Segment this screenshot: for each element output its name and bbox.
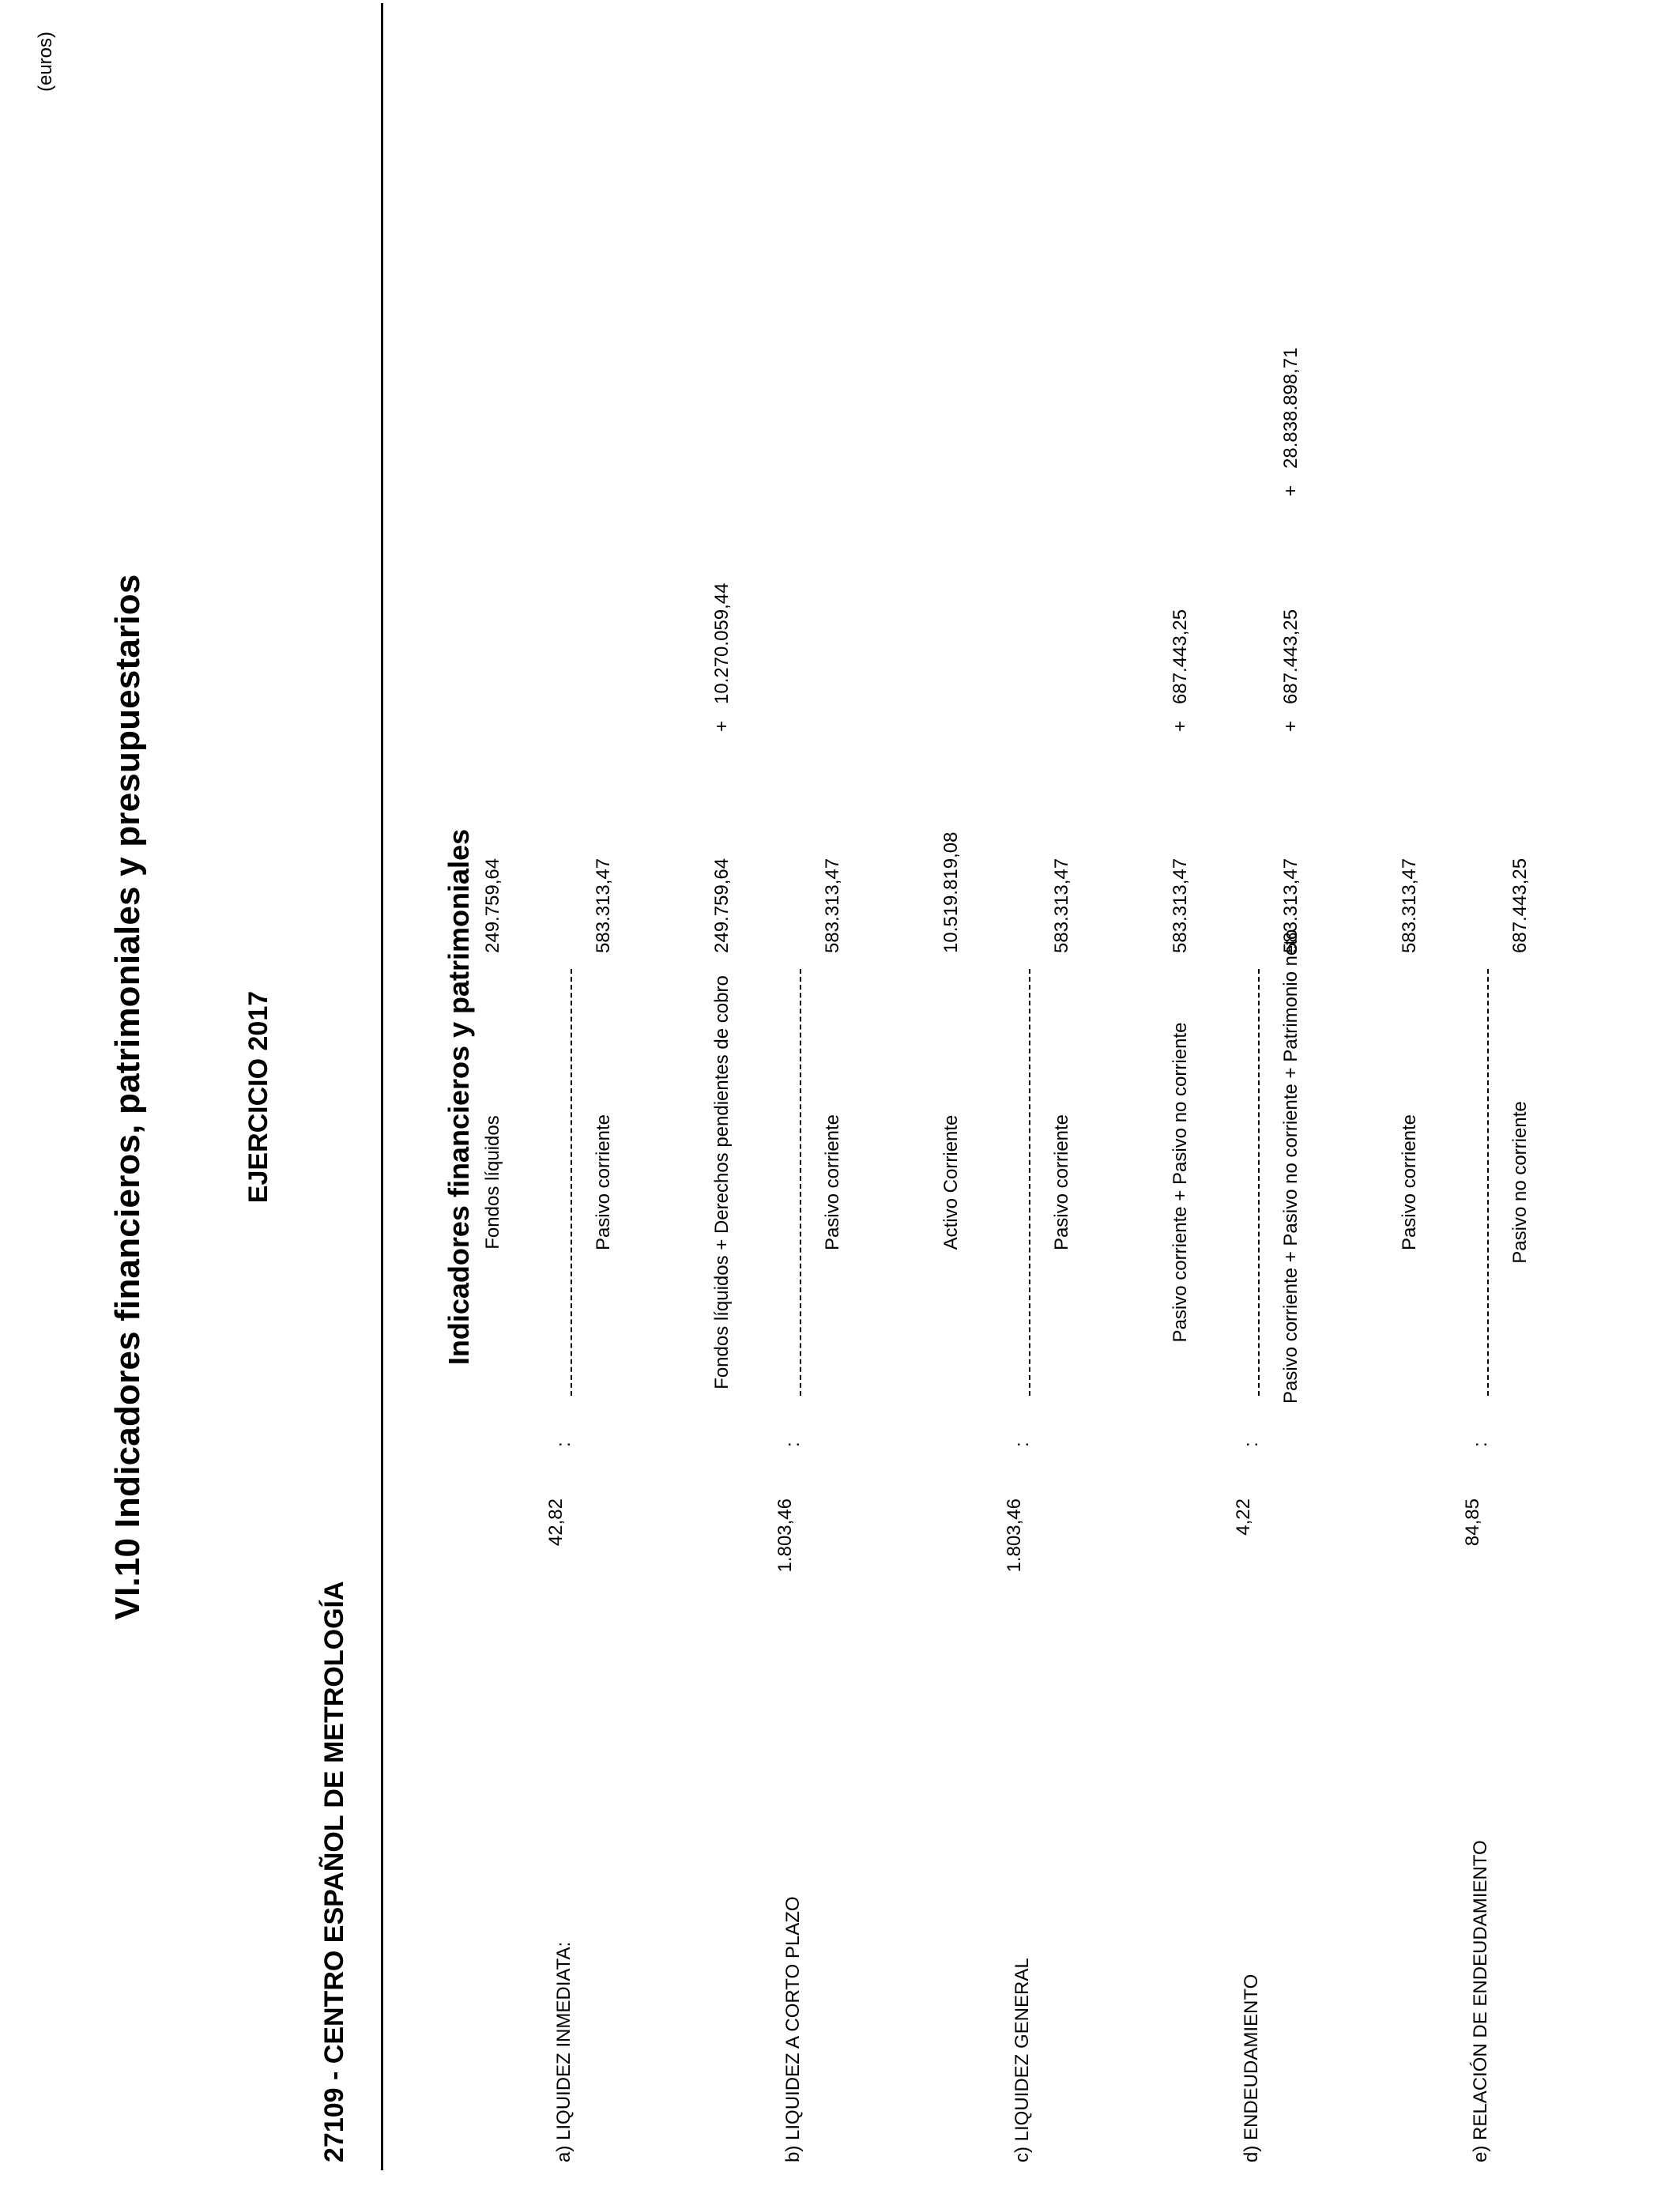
page-title: VI.10 Indicadores financieros, patrimoniales y presupuestarios [108, 574, 147, 1620]
numerator-label: Fondos líquidos [482, 1115, 503, 1250]
indicator-value: 4,22 [1233, 1498, 1254, 1536]
header-rule [381, 3, 383, 2170]
denominator-term: 583.313,47 [822, 858, 843, 953]
indicator-value: 42,82 [545, 1498, 567, 1547]
denominator-term: 687.443,25 [1280, 609, 1301, 704]
numerator-label: Pasivo corriente + Pasivo no corriente [1170, 1022, 1191, 1343]
denominator-term: 583.313,47 [593, 858, 614, 953]
units-label: (euros) [35, 31, 56, 92]
indicator-value: 1.803,46 [774, 1498, 796, 1573]
section-title: Indicadores financieros y patrimoniales [443, 828, 475, 1366]
denominator-term: 583.313,47 [1051, 858, 1072, 953]
denominator-term: 687.443,25 [1509, 858, 1531, 953]
denominator-term: 583.313,47 [1280, 858, 1301, 953]
denominator-label: Pasivo corriente [593, 1114, 614, 1251]
numerator-term: 249.759,64 [711, 858, 733, 953]
operator-plus: + [1170, 720, 1191, 732]
indicator-label: b) LIQUIDEZ A CORTO PLAZO [782, 1896, 804, 2162]
exercise-heading: EJERCICIO 2017 [243, 990, 273, 1204]
indicator-colon: : [1241, 1442, 1262, 1447]
fraction-line [571, 969, 572, 1396]
indicator-colon: : [553, 1442, 574, 1447]
operator-plus: + [1280, 484, 1301, 496]
operator-plus: + [1280, 720, 1301, 732]
entity-heading: 27109 - CENTRO ESPAÑOL DE METROLOGÍA [319, 1581, 349, 2162]
numerator-label: Fondos líquidos + Derechos pendientes de cobro [711, 975, 733, 1389]
indicator-label: a) LIQUIDEZ INMEDIATA: [553, 1941, 574, 2162]
indicator-label: e) RELACIÓN DE ENDEUDAMIENTO [1470, 1840, 1491, 2162]
indicator-value: 1.803,46 [1004, 1498, 1025, 1573]
numerator-term: 583.313,47 [1399, 858, 1420, 953]
numerator-term: 10.270.059,44 [711, 582, 733, 704]
operator-plus: + [711, 720, 733, 732]
fraction-line [1029, 969, 1030, 1396]
denominator-label: Pasivo no corriente [1509, 1101, 1531, 1264]
indicator-colon: : [1011, 1442, 1033, 1447]
indicator-label: d) ENDEUDAMIENTO [1241, 1973, 1262, 2162]
fraction-line [1258, 969, 1260, 1396]
denominator-term: 28.838.898,71 [1280, 347, 1301, 469]
denominator-label: Pasivo corriente + Pasivo no corriente + Patrimonio neto [1280, 929, 1301, 1404]
indicator-colon: : [1470, 1442, 1491, 1447]
numerator-term: 583.313,47 [1170, 858, 1191, 953]
indicator-label: c) LIQUIDEZ GENERAL [1011, 1958, 1033, 2162]
fraction-line [1487, 969, 1489, 1396]
indicator-colon: : [782, 1442, 804, 1447]
numerator-term: 687.443,25 [1170, 609, 1191, 704]
numerator-term: 10.519.819,08 [940, 831, 962, 953]
denominator-label: Pasivo corriente [1051, 1114, 1072, 1251]
indicator-value: 84,85 [1462, 1498, 1483, 1547]
fraction-line [800, 969, 801, 1396]
numerator-label: Activo Corriente [940, 1114, 962, 1250]
denominator-label: Pasivo corriente [822, 1114, 843, 1251]
numerator-label: Pasivo corriente [1399, 1114, 1420, 1251]
numerator-term: 249.759,64 [482, 858, 503, 953]
